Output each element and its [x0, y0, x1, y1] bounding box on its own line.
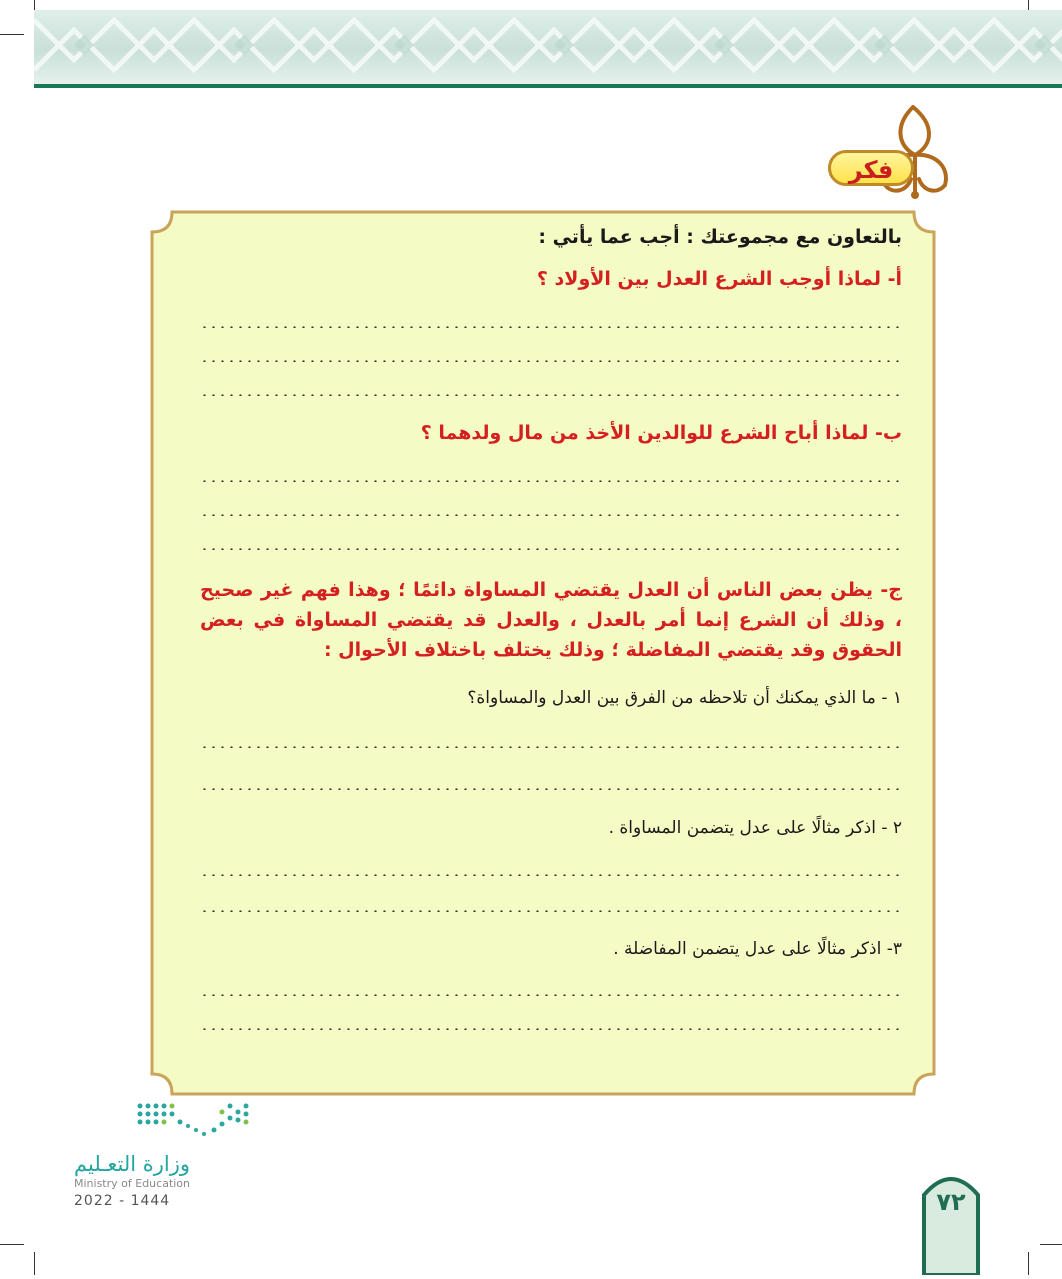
crop-mark: [1040, 1244, 1062, 1245]
answer-line[interactable]: [200, 480, 902, 482]
banner-underline: [34, 84, 1062, 88]
page-number: ٧٢: [936, 1188, 966, 1216]
logo-dots-icon: [130, 1100, 255, 1142]
page-tab-shape: [918, 1165, 984, 1275]
crop-mark: [0, 34, 24, 35]
question-b: ب- لماذا أباح الشرع للوالدين الأخذ من مال ولدهما ؟: [420, 422, 902, 444]
answer-line[interactable]: [200, 788, 902, 790]
answer-line[interactable]: [200, 1028, 902, 1030]
crop-mark: [0, 1244, 24, 1245]
header-banner: [34, 10, 1062, 84]
answer-line[interactable]: [200, 910, 902, 912]
answer-line[interactable]: [200, 360, 902, 362]
answer-line[interactable]: [200, 394, 902, 396]
page-number-tab: [918, 1165, 984, 1275]
answer-line[interactable]: [200, 994, 902, 996]
ministry-name-arabic: وزارة التعـليم: [74, 1152, 191, 1176]
sub-question-1: ١ - ما الذي يمكنك أن تلاحظه من الفرق بين العدل والمساواة؟: [467, 688, 902, 708]
intro-text: بالتعاون مع مجموعتك : أجب عما يأتي :: [538, 226, 902, 248]
sub-question-2: ٢ - اذكر مثالًا على عدل يتضمن المساواة .: [608, 818, 902, 838]
answer-line[interactable]: [200, 514, 902, 516]
sub-question-3: ٣- اذكر مثالًا على عدل يتضمن المفاضلة .: [613, 939, 902, 959]
answer-line[interactable]: [200, 874, 902, 876]
geometric-pattern: [34, 10, 1062, 84]
think-label: فكر: [828, 150, 914, 186]
question-c: ج- يظن بعض الناس أن العدل يقتضي المساواة دائمًا ؛ وهذا فهم غير صحيح ، وذلك أن الشرع إنما أمر بالعدل ، والعدل قد يقتضي المساواة في بعض الحقوق وقد يقتضي المفاضلة ؛ وذلك يختلف باختلاف الأحوال :: [200, 579, 902, 661]
answer-line[interactable]: [200, 326, 902, 328]
question-a: أ- لماذا أوجب الشرع العدل بين الأولاد ؟: [536, 268, 902, 290]
ministry-logo-icon: [130, 1100, 255, 1142]
ministry-name-english: Ministry of Education: [74, 1177, 191, 1190]
crop-mark: [34, 1252, 35, 1275]
crop-mark: [1028, 1252, 1029, 1275]
edition-year: 2022 - 1444: [74, 1193, 171, 1209]
answer-line[interactable]: [200, 746, 902, 748]
answer-line[interactable]: [200, 548, 902, 550]
